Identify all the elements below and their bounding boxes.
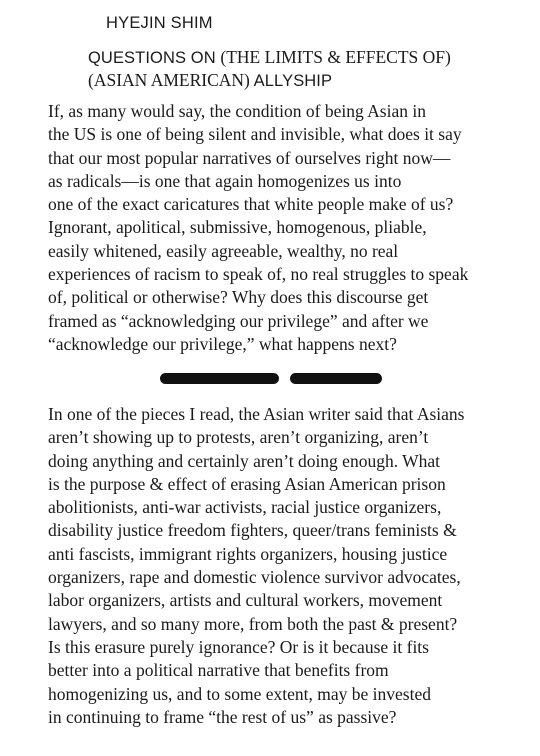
text-line: In one of the pieces I read, the Asian writer said that Asians [48,404,465,424]
text-line: doing anything and certainly aren’t doing enough. What [48,450,441,471]
text-line: better into a political narrative that benefits from [48,660,389,681]
text-line: anti fascists, immigrant rights organizers, housing justice [48,543,448,564]
text-line: experiences of racism to speak of, no real struggles to speak [48,264,469,285]
text-line: framed as “acknowledging our privilege” and after we [48,310,429,331]
title-segment: QUESTIONS ON [88,49,221,67]
text-line: homogenizing us, and to some extent, may be invested [48,683,431,704]
paragraph-1 [48,100,540,356]
text-line: “acknowledge our privilege,” what happens next? [48,333,397,354]
text-line: in continuing to frame “the rest of us” as passive? [48,706,397,727]
text-line: as radicals—is one that again homogenizes us into [48,170,402,191]
text-line: easily whitened, easily agreeable, wealthy, no real [48,240,399,261]
title-segment: (ASIAN AMERICAN) [88,70,250,90]
title-line-1 [88,46,528,69]
text-line: labor organizers, artists and cultural workers, movement [48,590,443,611]
text-line: that our most popular narratives of ourselves right now— [48,147,451,168]
text-line: lawyers, and so many more, from both the past & present? [48,613,458,634]
text-line: Is this erasure purely ignorance? Or is it because it fits [48,636,429,657]
article-title [88,46,528,92]
title-segment: (THE LIMITS & EFFECTS OF) [220,47,451,67]
title-segment: ALLYSHIP [249,72,333,90]
text-line: disability justice freedom fighters, queer/trans feminists & [48,520,457,541]
text-line: Ignorant, apolitical, submissive, homogenous, pliable, [48,217,427,238]
text-line: organizers, rape and domestic violence survivor advocates, [48,567,461,588]
text-line: the US is one of being silent and invisible, what does it say [48,124,462,145]
divider-bar-left [160,373,279,384]
author-name: HYEJIN SHIM [106,14,213,32]
divider-bar-right [290,373,382,384]
text-line: If, as many would say, the condition of being Asian in [48,101,426,121]
text-line: aren’t showing up to protests, aren’t organizing, aren’t [48,427,429,448]
text-line: one of the exact caricatures that white people make of us? [48,194,454,215]
text-line: abolitionists, anti-war activists, racial justice organizers, [48,497,442,518]
text-line: is the purpose & effect of erasing Asian American prison [48,473,446,494]
text-line: of, political or otherwise? Why does this discourse get [48,287,429,308]
section-divider [0,373,540,385]
paragraph-2 [48,403,540,729]
title-line-2 [88,69,528,92]
